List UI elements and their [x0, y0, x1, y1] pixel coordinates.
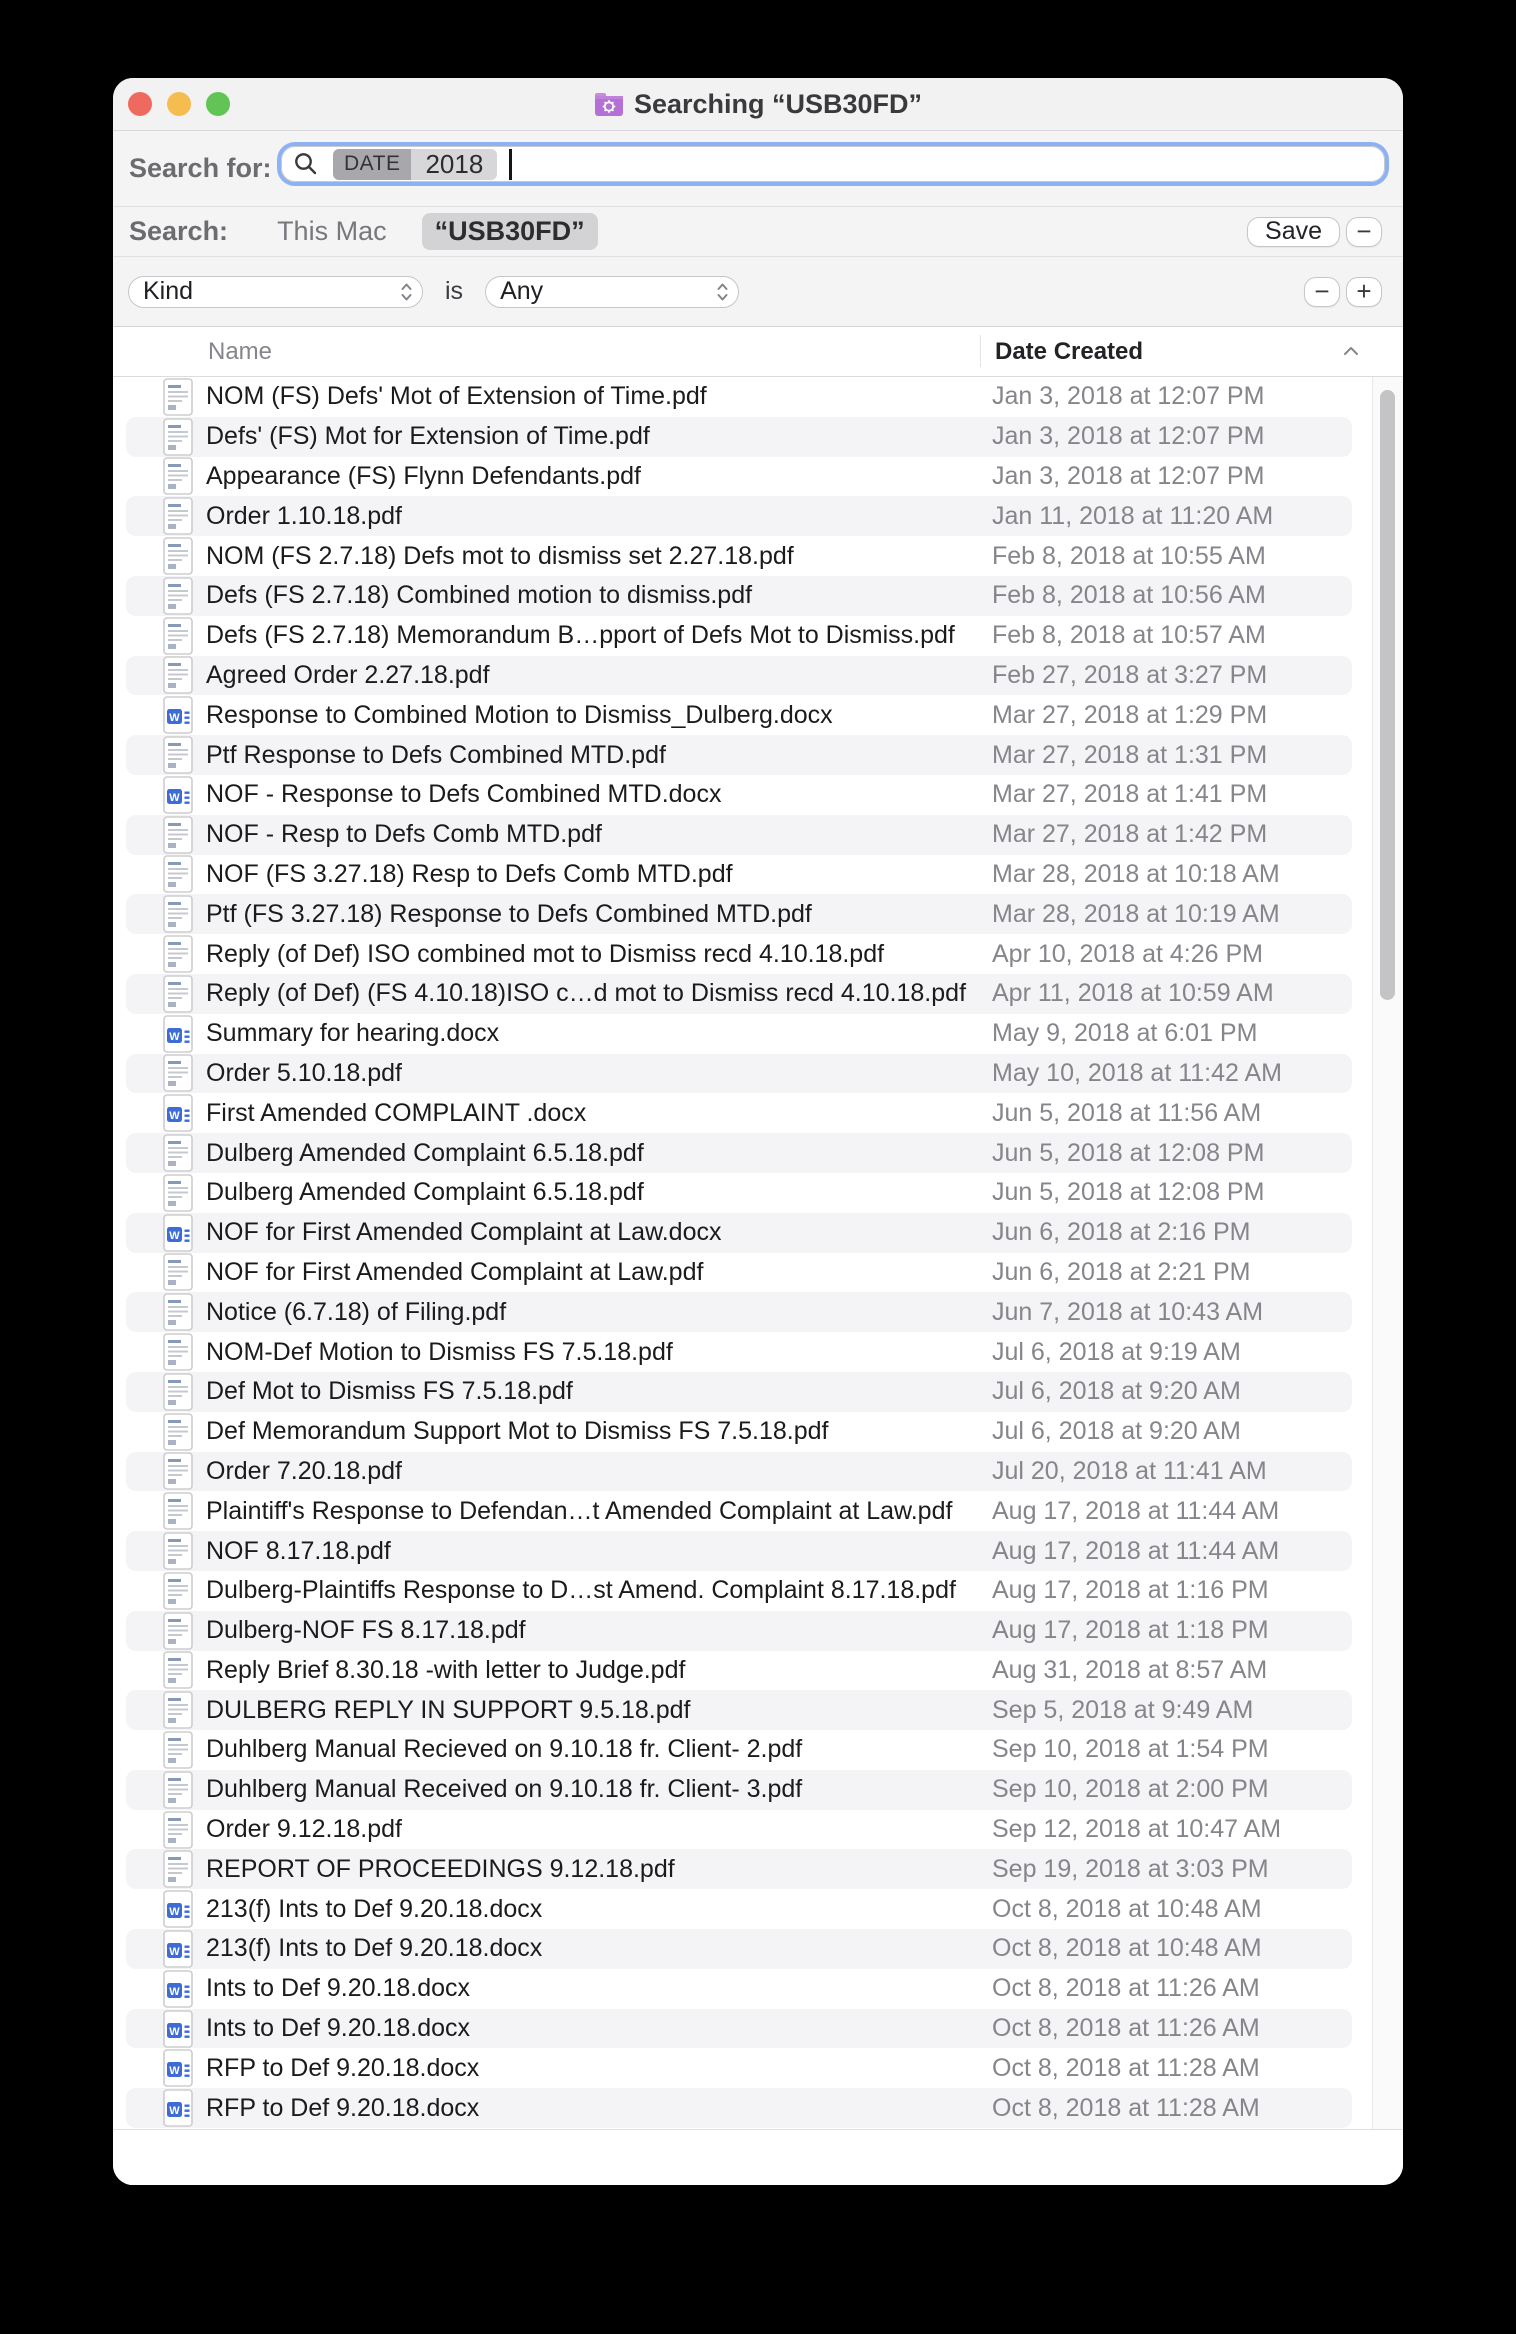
table-row[interactable]: [126, 1611, 1352, 1651]
pdf-file-icon: [163, 537, 193, 575]
file-date-created: Aug 17, 2018 at 1:16 PM: [992, 1576, 1269, 1605]
table-row[interactable]: [126, 1571, 1352, 1611]
table-row[interactable]: [126, 2088, 1352, 2128]
table-row[interactable]: [126, 775, 1352, 815]
svg-text:W: W: [169, 1945, 180, 1958]
word-file-icon: [163, 1094, 193, 1132]
table-row[interactable]: [126, 1292, 1352, 1332]
table-row[interactable]: [126, 1253, 1352, 1293]
popup-stepper-icon: [400, 281, 413, 303]
file-name: Ints to Def 9.20.18.docx: [206, 1974, 471, 2003]
file-date-created: Sep 19, 2018 at 3:03 PM: [992, 1854, 1269, 1883]
scope-bar-label: Search:: [129, 216, 229, 246]
file-name: Defs (FS 2.7.18) Memorandum B…pport of Defs Mot to Dismiss.pdf: [206, 621, 955, 650]
svg-text:W: W: [169, 1110, 180, 1123]
file-name: Ptf (FS 3.27.18) Response to Defs Combined MTD.pdf: [206, 899, 812, 928]
pdf-file-icon: [163, 577, 193, 615]
file-date-created: Jan 11, 2018 at 11:20 AM: [992, 501, 1274, 530]
search-token-value[interactable]: 2018: [411, 149, 497, 180]
pdf-file-icon: [163, 656, 193, 694]
svg-text:W: W: [169, 1030, 180, 1043]
table-row[interactable]: [126, 417, 1352, 457]
table-row[interactable]: [126, 1690, 1352, 1730]
word-file-icon: [163, 776, 193, 814]
table-row[interactable]: [126, 1651, 1352, 1691]
svg-text:W: W: [169, 791, 180, 804]
file-name: NOF - Resp to Defs Comb MTD.pdf: [206, 820, 602, 849]
pdf-file-icon: [163, 1373, 193, 1411]
pdf-file-icon: [163, 935, 193, 973]
pdf-file-icon: [163, 418, 193, 456]
scope-this-mac[interactable]: This Mac: [277, 216, 387, 246]
window-title: Searching “USB30FD”: [633, 88, 923, 119]
svg-text:W: W: [169, 712, 180, 725]
file-date-created: Aug 17, 2018 at 1:18 PM: [992, 1616, 1269, 1645]
file-date-created: Jul 6, 2018 at 9:20 AM: [992, 1377, 1241, 1406]
file-name: Order 5.10.18.pdf: [206, 1058, 402, 1087]
file-date-created: May 10, 2018 at 11:42 AM: [992, 1058, 1283, 1087]
file-date-created: Feb 8, 2018 at 10:56 AM: [992, 581, 1266, 610]
table-row[interactable]: [126, 894, 1352, 934]
file-name: Def Mot to Dismiss FS 7.5.18.pdf: [206, 1377, 573, 1406]
file-date-created: Oct 8, 2018 at 11:28 AM: [992, 2093, 1260, 2122]
table-row[interactable]: [126, 1054, 1352, 1094]
file-date-created: Sep 12, 2018 at 10:47 AM: [992, 1815, 1282, 1844]
file-date-created: May 9, 2018 at 6:01 PM: [992, 1019, 1258, 1048]
table-row[interactable]: [126, 1889, 1352, 1929]
table-row[interactable]: [126, 377, 1352, 417]
table-row[interactable]: [126, 1491, 1352, 1531]
svg-text:W: W: [169, 1229, 180, 1242]
svg-text:W: W: [169, 2025, 180, 2038]
file-name: Appearance (FS) Flynn Defendants.pdf: [206, 461, 641, 490]
word-file-icon: [163, 1970, 193, 2008]
svg-text:W: W: [169, 2065, 180, 2078]
table-row[interactable]: [126, 656, 1352, 696]
file-date-created: Jun 5, 2018 at 12:08 PM: [992, 1138, 1265, 1167]
table-row[interactable]: [126, 974, 1352, 1014]
scope-buttons: [228, 213, 598, 250]
table-row[interactable]: [126, 934, 1352, 974]
column-header-date-created[interactable]: Date Created: [995, 337, 1144, 365]
pdf-file-icon: [163, 1134, 193, 1172]
column-header-name[interactable]: Name: [208, 337, 273, 365]
file-name: NOM (FS 2.7.18) Defs mot to dismiss set 2.27.18.pdf: [206, 541, 794, 570]
pdf-file-icon: [163, 1850, 193, 1888]
file-name: Dulberg Amended Complaint 6.5.18.pdf: [206, 1178, 644, 1207]
table-row[interactable]: [126, 1452, 1352, 1492]
file-name: NOF for First Amended Complaint at Law.docx: [206, 1218, 722, 1247]
file-date-created: Jul 20, 2018 at 11:41 AM: [992, 1456, 1267, 1485]
file-date-created: Jun 5, 2018 at 12:08 PM: [992, 1178, 1265, 1207]
table-row[interactable]: [126, 576, 1352, 616]
file-date-created: Oct 8, 2018 at 11:28 AM: [992, 2053, 1260, 2082]
file-date-created: Feb 27, 2018 at 3:27 PM: [992, 660, 1268, 689]
search-icon: [293, 151, 319, 177]
file-name: Duhlberg Manual Received on 9.10.18 fr. Client- 3.pdf: [206, 1775, 803, 1804]
table-row[interactable]: [126, 536, 1352, 576]
pdf-file-icon: [163, 1731, 193, 1769]
file-date-created: Oct 8, 2018 at 11:26 AM: [992, 1974, 1260, 2003]
table-row[interactable]: [126, 1929, 1352, 1969]
table-row[interactable]: [126, 1213, 1352, 1253]
pdf-file-icon: [163, 855, 193, 893]
remove-criteria-button[interactable]: −: [1304, 277, 1340, 307]
table-row[interactable]: [126, 1770, 1352, 1810]
file-name: NOF (FS 3.27.18) Resp to Defs Comb MTD.pdf: [206, 859, 733, 888]
file-date-created: Oct 8, 2018 at 10:48 AM: [992, 1894, 1262, 1923]
search-criteria-row: [113, 257, 1403, 327]
pdf-file-icon: [163, 1174, 193, 1212]
search-input[interactable]: [277, 142, 1389, 186]
file-list: [113, 377, 1403, 2130]
file-name: NOF for First Amended Complaint at Law.pdf: [206, 1257, 704, 1286]
pdf-file-icon: [163, 1413, 193, 1451]
table-row[interactable]: [126, 1093, 1352, 1133]
table-row[interactable]: [126, 1133, 1352, 1173]
column-divider[interactable]: [980, 335, 981, 367]
pdf-file-icon: [163, 497, 193, 535]
pdf-file-icon: [163, 1452, 193, 1490]
text-cursor: [509, 149, 512, 180]
file-name: Reply (of Def) (FS 4.10.18)ISO c…d mot to Dismiss recd 4.10.18.pdf: [206, 979, 967, 1008]
file-name: 213(f) Ints to Def 9.20.18.docx: [206, 1894, 543, 1923]
pdf-file-icon: [163, 1612, 193, 1650]
file-name: DULBERG REPLY IN SUPPORT 9.5.18.pdf: [206, 1695, 691, 1724]
pdf-file-icon: [163, 457, 193, 495]
file-date-created: Jul 6, 2018 at 9:20 AM: [992, 1417, 1241, 1446]
file-date-created: Sep 10, 2018 at 1:54 PM: [992, 1735, 1269, 1764]
file-name: Defs (FS 2.7.18) Combined motion to dismiss.pdf: [206, 581, 753, 610]
scrollbar-track[interactable]: [1372, 377, 1403, 2129]
file-date-created: Mar 28, 2018 at 10:18 AM: [992, 859, 1280, 888]
word-file-icon: [163, 2010, 193, 2048]
svg-text:W: W: [169, 1905, 180, 1918]
title-bar[interactable]: [113, 78, 1403, 131]
pdf-file-icon: [163, 617, 193, 655]
smart-folder-icon: [594, 92, 624, 117]
criteria-value-popup[interactable]: [485, 276, 739, 308]
file-date-created: Mar 27, 2018 at 1:31 PM: [992, 740, 1268, 769]
file-name: NOF - Response to Defs Combined MTD.docx: [206, 780, 722, 809]
table-row[interactable]: [126, 1531, 1352, 1571]
search-token-attribute[interactable]: DATE: [333, 149, 411, 180]
pdf-file-icon: [163, 1691, 193, 1729]
file-name: Agreed Order 2.27.18.pdf: [206, 660, 490, 689]
file-name: Dulberg-NOF FS 8.17.18.pdf: [206, 1616, 526, 1645]
file-date-created: Jan 3, 2018 at 12:07 PM: [992, 461, 1265, 490]
pdf-file-icon: [163, 1293, 193, 1331]
file-name: 213(f) Ints to Def 9.20.18.docx: [206, 1934, 543, 1963]
file-date-created: Jul 6, 2018 at 9:19 AM: [992, 1337, 1241, 1366]
file-name: REPORT OF PROCEEDINGS 9.12.18.pdf: [206, 1854, 675, 1883]
word-file-icon: [163, 1930, 193, 1968]
file-name: Defs' (FS) Mot for Extension of Time.pdf: [206, 422, 650, 451]
word-file-icon: [163, 696, 193, 734]
finder-search-window: [113, 78, 1403, 2185]
pdf-file-icon: [163, 975, 193, 1013]
pdf-file-icon: [163, 1492, 193, 1530]
pdf-file-icon: [163, 1771, 193, 1809]
file-name: Order 1.10.18.pdf: [206, 501, 402, 530]
file-date-created: Aug 17, 2018 at 11:44 AM: [992, 1496, 1280, 1525]
word-file-icon: [163, 2049, 193, 2087]
table-row[interactable]: [126, 1412, 1352, 1452]
table-row[interactable]: [126, 1730, 1352, 1770]
criteria-attribute-popup[interactable]: [128, 276, 423, 308]
file-date-created: Oct 8, 2018 at 11:26 AM: [992, 2014, 1260, 2043]
file-date-created: Apr 10, 2018 at 4:26 PM: [992, 939, 1264, 968]
file-date-created: Jun 5, 2018 at 11:56 AM: [992, 1098, 1262, 1127]
file-name: Reply Brief 8.30.18 -with letter to Judge.pdf: [206, 1655, 686, 1684]
table-row[interactable]: [126, 616, 1352, 656]
criteria-attribute-value: Kind: [143, 277, 194, 305]
pdf-file-icon: [163, 1811, 193, 1849]
table-row[interactable]: [126, 1014, 1352, 1054]
scrollbar-thumb[interactable]: [1380, 390, 1395, 1000]
remove-search-button[interactable]: −: [1346, 217, 1382, 247]
file-date-created: Mar 27, 2018 at 1:41 PM: [992, 780, 1268, 809]
file-date-created: Jun 7, 2018 at 10:43 AM: [992, 1297, 1264, 1326]
save-button[interactable]: Save: [1247, 217, 1340, 247]
file-date-created: Aug 31, 2018 at 8:57 AM: [992, 1655, 1268, 1684]
file-name: Ptf Response to Defs Combined MTD.pdf: [206, 740, 666, 769]
table-row[interactable]: [126, 1332, 1352, 1372]
pdf-file-icon: [163, 1333, 193, 1371]
file-date-created: Mar 28, 2018 at 10:19 AM: [992, 899, 1280, 928]
file-name: Response to Combined Motion to Dismiss_Dulberg.docx: [206, 700, 833, 729]
file-name: RFP to Def 9.20.18.docx: [206, 2093, 480, 2122]
search-token[interactable]: [333, 149, 497, 180]
sort-ascending-icon: [1343, 346, 1359, 356]
file-name: NOM-Def Motion to Dismiss FS 7.5.18.pdf: [206, 1337, 673, 1366]
search-bar-row: [113, 131, 1403, 207]
scope-bar: [113, 207, 1403, 257]
file-name: NOM (FS) Defs' Mot of Extension of Time.pdf: [206, 382, 707, 411]
file-name: Summary for hearing.docx: [206, 1019, 500, 1048]
file-name: Order 7.20.18.pdf: [206, 1456, 402, 1485]
pdf-file-icon: [163, 895, 193, 933]
table-row[interactable]: [126, 695, 1352, 735]
table-row[interactable]: [126, 855, 1352, 895]
file-date-created: Apr 11, 2018 at 10:59 AM: [992, 979, 1274, 1008]
file-date-created: Mar 27, 2018 at 1:29 PM: [992, 700, 1268, 729]
file-date-created: Feb 8, 2018 at 10:55 AM: [992, 541, 1266, 570]
file-name: Dulberg Amended Complaint 6.5.18.pdf: [206, 1138, 644, 1167]
file-date-created: Mar 27, 2018 at 1:42 PM: [992, 820, 1268, 849]
criteria-value: Any: [500, 277, 544, 305]
pdf-file-icon: [163, 736, 193, 774]
word-file-icon: [163, 1015, 193, 1053]
file-name: Plaintiff's Response to Defendan…t Amended Complaint at Law.pdf: [206, 1496, 953, 1525]
table-row[interactable]: [126, 2048, 1352, 2088]
table-row[interactable]: [126, 457, 1352, 497]
pdf-file-icon: [163, 1054, 193, 1092]
file-name: Order 9.12.18.pdf: [206, 1815, 402, 1844]
file-date-created: Jan 3, 2018 at 12:07 PM: [992, 422, 1265, 451]
table-row[interactable]: [126, 1173, 1352, 1213]
file-name: RFP to Def 9.20.18.docx: [206, 2053, 480, 2082]
word-file-icon: [163, 2089, 193, 2127]
pdf-file-icon: [163, 816, 193, 854]
file-name: First Amended COMPLAINT .docx: [206, 1098, 587, 1127]
search-for-label: Search for:: [129, 153, 272, 183]
pdf-file-icon: [163, 1651, 193, 1689]
table-header: [113, 327, 1403, 377]
criteria-operator-label: is: [445, 277, 464, 305]
pdf-file-icon: [163, 1253, 193, 1291]
file-name: Dulberg-Plaintiffs Response to D…st Amend. Complaint 8.17.18.pdf: [206, 1576, 956, 1605]
table-row[interactable]: [126, 815, 1352, 855]
word-file-icon: [163, 1890, 193, 1928]
file-date-created: Jun 6, 2018 at 2:21 PM: [992, 1257, 1251, 1286]
table-row[interactable]: [126, 1969, 1352, 2009]
file-name: Reply (of Def) ISO combined mot to Dismiss recd 4.10.18.pdf: [206, 939, 885, 968]
table-row[interactable]: [126, 1849, 1352, 1889]
table-row[interactable]: [126, 1372, 1352, 1412]
file-name: Ints to Def 9.20.18.docx: [206, 2014, 471, 2043]
file-date-created: Oct 8, 2018 at 10:48 AM: [992, 1934, 1262, 1963]
svg-text:W: W: [169, 1985, 180, 1998]
file-date-created: Jun 6, 2018 at 2:16 PM: [992, 1218, 1251, 1247]
file-date-created: Sep 5, 2018 at 9:49 AM: [992, 1695, 1254, 1724]
file-name: NOF 8.17.18.pdf: [206, 1536, 391, 1565]
add-criteria-button[interactable]: +: [1346, 277, 1382, 307]
svg-text:W: W: [169, 2104, 180, 2117]
file-date-created: Feb 8, 2018 at 10:57 AM: [992, 621, 1266, 650]
file-name: Def Memorandum Support Mot to Dismiss FS 7.5.18.pdf: [206, 1417, 829, 1446]
word-file-icon: [163, 1214, 193, 1252]
file-date-created: Jan 3, 2018 at 12:07 PM: [992, 382, 1265, 411]
file-date-created: Aug 17, 2018 at 11:44 AM: [992, 1536, 1280, 1565]
file-name: Notice (6.7.18) of Filing.pdf: [206, 1297, 507, 1326]
table-row[interactable]: [126, 735, 1352, 775]
pdf-file-icon: [163, 378, 193, 416]
scope--usb30fd-[interactable]: “USB30FD”: [422, 213, 598, 250]
file-rows: [126, 377, 1352, 2128]
table-row[interactable]: [126, 1810, 1352, 1850]
status-bar: [113, 2130, 1403, 2185]
file-date-created: Sep 10, 2018 at 2:00 PM: [992, 1775, 1269, 1804]
table-row[interactable]: [126, 496, 1352, 536]
file-name: Duhlberg Manual Recieved on 9.10.18 fr. Client- 2.pdf: [206, 1735, 803, 1764]
pdf-file-icon: [163, 1572, 193, 1610]
popup-stepper-icon: [716, 281, 729, 303]
table-row[interactable]: [126, 2009, 1352, 2049]
pdf-file-icon: [163, 1532, 193, 1570]
